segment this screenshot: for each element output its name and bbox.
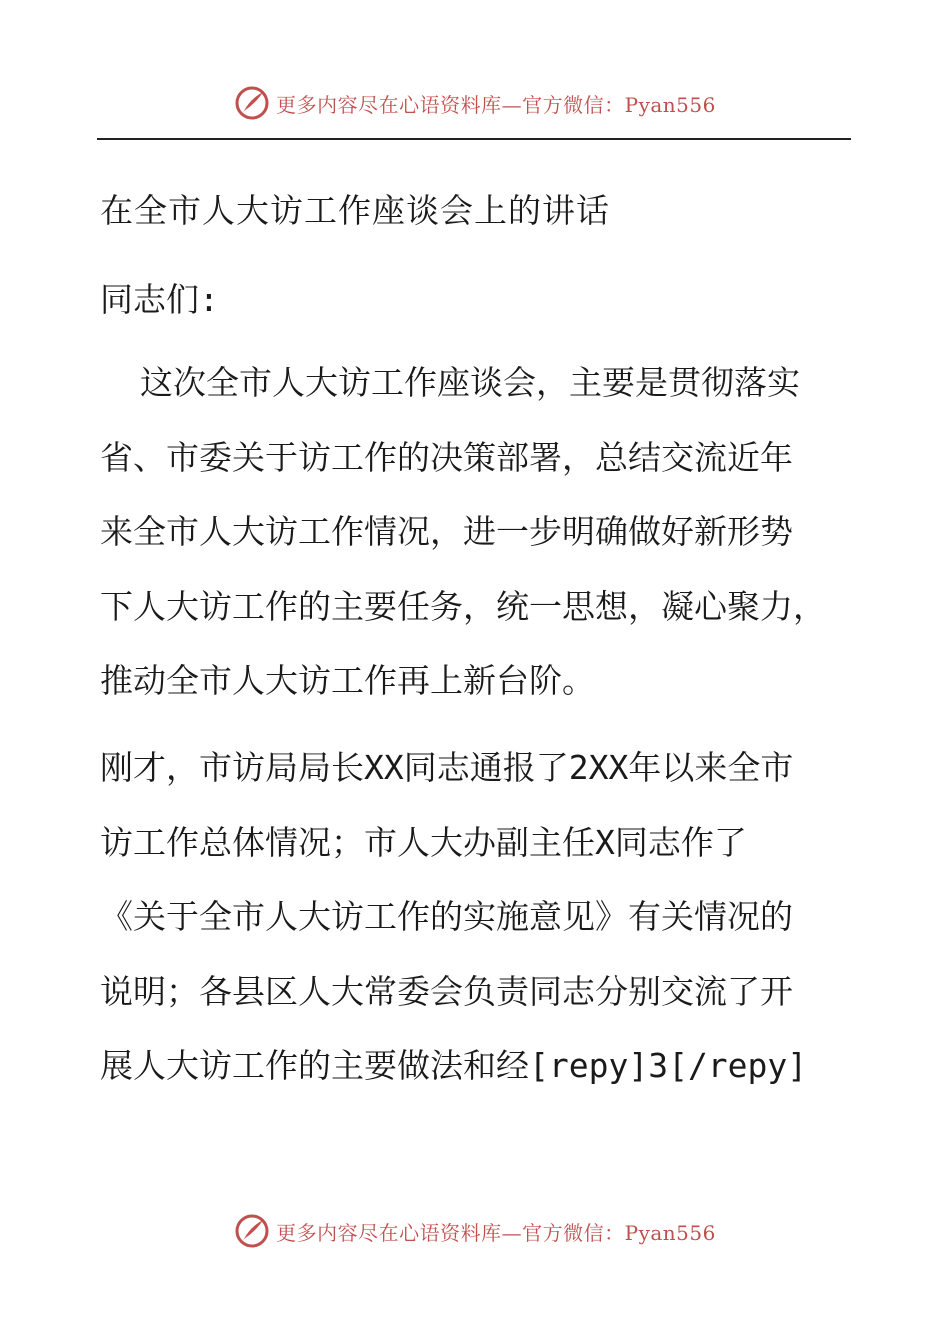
quill-pen-logo-icon <box>234 1213 270 1249</box>
header-banner-text: 更多内容尽在心语资料库—官方微信：Pyan556 <box>276 92 716 117</box>
paragraph-line: 下人大访工作的主要任务，统一思想，凝心聚力， <box>100 586 826 626</box>
footer-banner-text: 更多内容尽在心语资料库—官方微信：Pyan556 <box>276 1220 716 1245</box>
paragraph-line: 刚才，市访局局长XX同志通报了2XX年以来全市 <box>100 748 794 787</box>
paragraph-line: 这次全市人大访工作座谈会，主要是贯彻落实 <box>140 363 800 402</box>
paragraph-line: 说明；各县区人大常委会负责同志分别交流了开 <box>100 971 793 1011</box>
paragraph-line: 省、市委关于访工作的决策部署，总结交流近年 <box>100 437 793 477</box>
paragraph-line: 推动全市人大访工作再上新台阶。 <box>100 661 595 700</box>
quill-pen-logo-icon <box>234 85 270 121</box>
document-title: 在全市人大访工作座谈会上的讲话 <box>100 191 610 230</box>
paragraph-line: 来全市人大访工作情况，进一步明确做好新形势 <box>100 512 793 551</box>
paragraph-2 <box>100 731 860 1104</box>
salutation: 同志们: <box>100 280 219 319</box>
paragraph-line: 《关于全市人大访工作的实施意见》有关情况的 <box>100 897 793 936</box>
paragraph-line: 展人大访工作的主要做法和经[repy]3[/repy] <box>100 1046 808 1085</box>
paragraph-line: 访工作总体情况；市人大办副主任X同志作了 <box>100 822 747 862</box>
footer-banner <box>0 1211 950 1251</box>
header-divider <box>97 138 851 140</box>
header-banner <box>0 83 950 123</box>
paragraph-1 <box>100 346 860 719</box>
